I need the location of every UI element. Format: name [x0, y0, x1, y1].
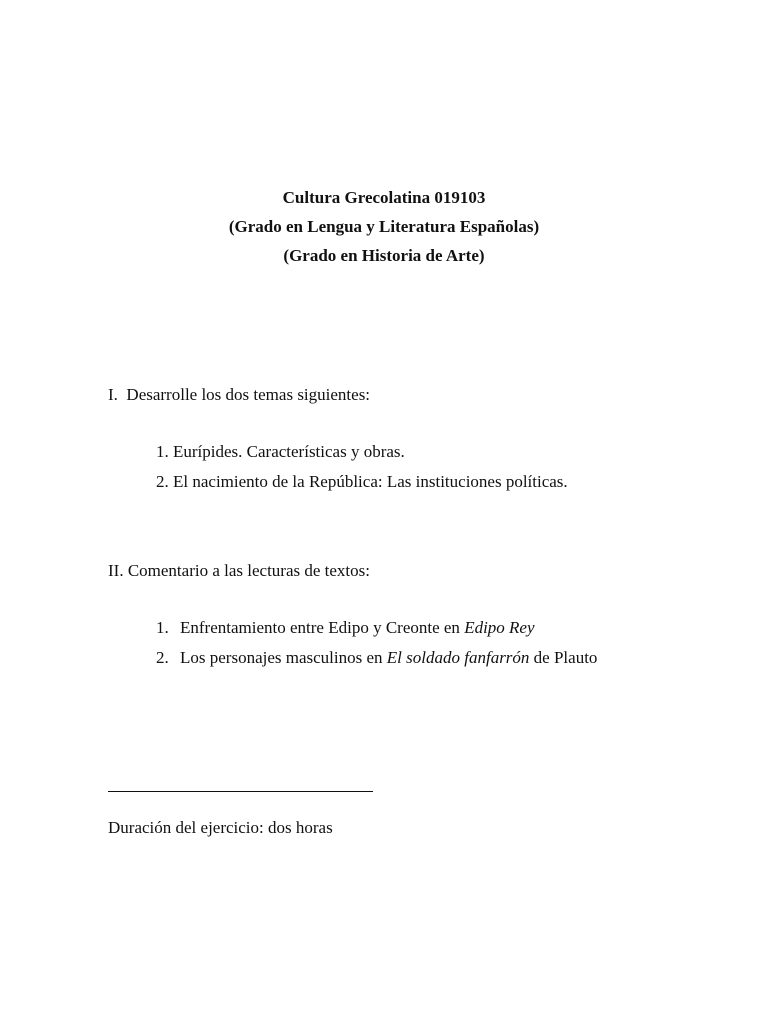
- degree-line-2: (Grado en Historia de Arte): [283, 246, 485, 265]
- item-number: 1.: [156, 618, 169, 637]
- section-2-heading: II. Comentario a las lecturas de textos:: [108, 561, 370, 580]
- course-title: Cultura Grecolatina 019103: [282, 188, 486, 207]
- exam-duration: Duración del ejercicio: dos horas: [108, 818, 333, 837]
- item-text: Enfrentamiento entre Edipo y Creonte en: [180, 618, 465, 637]
- section-1-heading: I. Desarrolle los dos temas siguientes:: [108, 385, 371, 404]
- item-number: 2.: [156, 648, 169, 667]
- item-text: Los personajes masculinos en: [180, 648, 387, 667]
- degree-line-1: (Grado en Lengua y Literatura Españolas): [228, 217, 540, 236]
- section-2-item-2: [156, 647, 597, 669]
- work-title: Edipo Rey: [464, 618, 535, 637]
- section-2-item-1: [156, 617, 535, 639]
- exam-header: [0, 183, 768, 270]
- divider-rule: [108, 791, 373, 792]
- work-title: El soldado fanfarrón: [386, 648, 530, 667]
- section-1-item-2: 2. El nacimiento de la República: Las instituciones políticas.: [156, 472, 568, 491]
- section-1-item-1: 1. Eurípides. Características y obras.: [156, 442, 405, 461]
- item-text-after: de Plauto: [529, 648, 598, 667]
